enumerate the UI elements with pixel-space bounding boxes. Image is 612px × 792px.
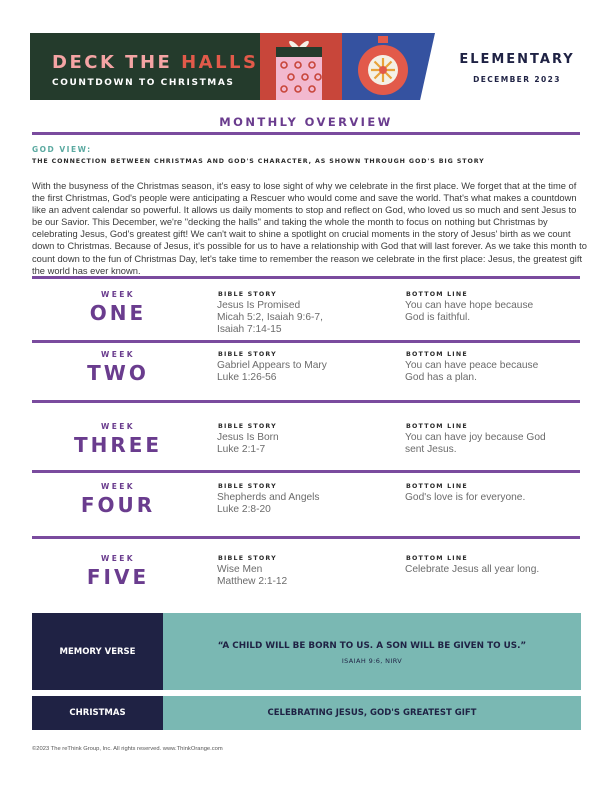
memory-verse-box bbox=[163, 613, 581, 690]
bottom-line-label: BOTTOM LINE bbox=[406, 351, 468, 358]
grade-title: ELEMENTARY bbox=[459, 52, 575, 67]
memory-verse-label-box bbox=[32, 613, 163, 690]
bottom-line-text: You can have joy because God bbox=[405, 432, 546, 443]
week-divider bbox=[32, 340, 580, 343]
bottom-line-text: sent Jesus. bbox=[405, 444, 457, 455]
bottom-line-label: BOTTOM LINE bbox=[406, 555, 468, 562]
bottom-line bbox=[405, 564, 539, 576]
week-divider bbox=[32, 536, 580, 539]
week-label: WEEK bbox=[101, 350, 135, 359]
bottom-line-label: BOTTOM LINE bbox=[406, 483, 468, 490]
week-divider bbox=[32, 400, 580, 403]
bible-story-label: BIBLE STORY bbox=[218, 351, 277, 358]
story-reference: Luke 1:26-56 bbox=[217, 372, 277, 383]
bible-story-label: BIBLE STORY bbox=[218, 423, 277, 430]
story-title: Wise Men bbox=[217, 564, 263, 575]
week-label: WEEK bbox=[101, 482, 135, 491]
bottom-line-text: God is faithful. bbox=[405, 312, 471, 323]
section-title: MONTHLY OVERVIEW bbox=[219, 115, 393, 129]
bottom-line bbox=[405, 492, 525, 504]
bible-story-label: BIBLE STORY bbox=[218, 483, 277, 490]
memory-verse-quote: “A CHILD WILL BE BORN TO US. A SON WILL BE GIVEN TO US.” bbox=[217, 641, 527, 651]
week-divider bbox=[32, 470, 580, 473]
bottom-line bbox=[405, 432, 546, 456]
week-label: WEEK bbox=[101, 422, 135, 431]
story-reference: Luke 2:1-7 bbox=[217, 444, 266, 455]
week-number: FOUR bbox=[80, 493, 156, 517]
memory-verse-label: MEMORY VERSE bbox=[59, 647, 136, 657]
christmas-label: CHRISTMAS bbox=[69, 708, 126, 718]
christmas-label-box bbox=[32, 696, 163, 730]
bible-story bbox=[217, 564, 287, 588]
bible-story bbox=[217, 300, 323, 336]
week-divider bbox=[32, 276, 580, 279]
god-view-body: With the busyness of the Christmas season, it's easy to lose sight of why we celebrate in the first place. We forget that at the time of the first Christmas, God's people were anticipating a Rescuer who would come and save the world. That's what makes a countdown like an advent calendar so powerful. It allows us daily moments to stop and reflect on God, who loved us so much and sent Jesus to be our Savior. This December, we're "decking the halls" and taking the whole the month to focus on nothing but Christmas by celebrating Jesus, God's greatest gift! We can't wait to shine a spotlight on crucial moments in the story of Jesus' birth as we count down to Christmas. Because of Jesus, it's possible for us to have a relationship with God that will last forever. As we take this month to count down to the fun of Christmas Day, let's take time to remember the reason we celebrate in the first place: Jesus, the greatest gift the world has ever known. bbox=[32, 181, 587, 276]
christmas-box bbox=[163, 696, 581, 730]
bottom-line bbox=[405, 300, 533, 324]
god-view-subtitle: THE CONNECTION BETWEEN CHRISTMAS AND GOD'S CHARACTER, AS SHOWN THROUGH GOD'S BIG STORY bbox=[32, 158, 485, 165]
story-reference: Matthew 2:1-12 bbox=[217, 576, 288, 587]
story-title: Shepherds and Angels bbox=[217, 492, 320, 503]
gift-box-icon bbox=[260, 33, 342, 100]
god-view-label: GOD VIEW: bbox=[32, 145, 92, 154]
bottom-line-text: You can have peace because bbox=[405, 360, 539, 371]
ornament-icon bbox=[342, 33, 435, 100]
copyright-footer: ©2023 The reThink Group, Inc. All rights reserved. www.ThinkOrange.com bbox=[32, 746, 223, 752]
bible-story bbox=[217, 492, 320, 516]
story-title: Jesus Is Born bbox=[217, 432, 279, 443]
week-number: ONE bbox=[89, 301, 147, 325]
bottom-line-label: BOTTOM LINE bbox=[406, 291, 468, 298]
bottom-line-text: God has a plan. bbox=[405, 372, 477, 383]
banner-title-part1: DECK THE bbox=[52, 52, 182, 73]
bottom-line-text: You can have hope because bbox=[405, 300, 534, 311]
bottom-line-text: God's love is for everyone. bbox=[405, 492, 526, 503]
memory-verse-reference: ISAIAH 9:6, NIRV bbox=[341, 657, 403, 665]
week-number: THREE bbox=[73, 433, 163, 457]
story-reference: Isaiah 7:14-15 bbox=[217, 324, 282, 335]
story-reference: Luke 2:8-20 bbox=[217, 504, 271, 515]
week-number: FIVE bbox=[86, 565, 150, 589]
title-divider bbox=[32, 132, 580, 135]
bottom-line bbox=[405, 360, 538, 384]
month-label: DECEMBER 2023 bbox=[473, 75, 561, 84]
banner-subtitle: COUNTDOWN TO CHRISTMAS bbox=[52, 78, 235, 88]
bible-story-label: BIBLE STORY bbox=[218, 291, 277, 298]
story-title: Gabriel Appears to Mary bbox=[217, 360, 327, 371]
bible-story bbox=[217, 432, 279, 456]
bottom-line-label: BOTTOM LINE bbox=[406, 423, 468, 430]
banner-title bbox=[52, 52, 258, 73]
week-number: TWO bbox=[87, 361, 149, 385]
story-reference: Micah 5:2, Isaiah 9:6-7, bbox=[217, 312, 323, 323]
story-title: Jesus Is Promised bbox=[217, 300, 301, 311]
banner-title-panel bbox=[30, 33, 260, 100]
bible-story bbox=[217, 360, 327, 384]
header-banner bbox=[30, 33, 435, 100]
week-label: WEEK bbox=[101, 554, 135, 563]
banner-title-part2: HALLS bbox=[181, 52, 259, 73]
christmas-text: CELEBRATING JESUS, GOD'S GREATEST GIFT bbox=[267, 708, 477, 718]
week-label: WEEK bbox=[101, 290, 135, 299]
bible-story-label: BIBLE STORY bbox=[218, 555, 277, 562]
bottom-line-text: Celebrate Jesus all year long. bbox=[405, 564, 540, 575]
